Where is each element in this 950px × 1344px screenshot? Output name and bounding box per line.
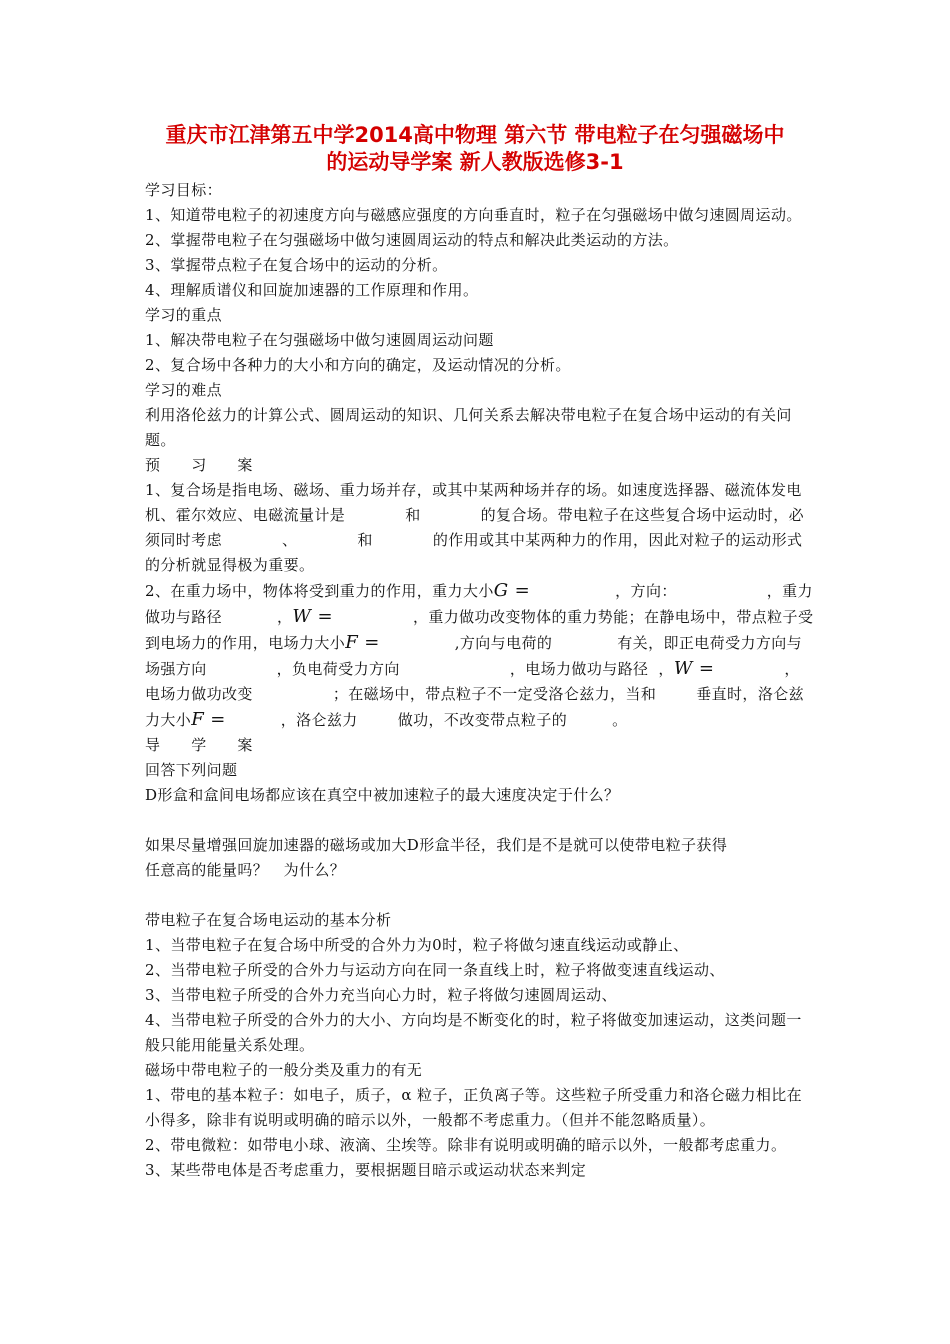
key-point-item: 1、解决带电粒子在匀强磁场中做匀速圆周运动问题 [145, 331, 494, 349]
preview-paragraph-1: 1、复合场是指电场、磁场、重力场并存，或其中某两种场并存的场。如速度选择器、磁流体发电机、霍尔效应、电磁流量计是 和 的复合场。带电粒子在这些复合场中运动时，必须同时考虑 、 和 的作用或其中某两种力的作用，因此对粒子的运动形式的分析就显得极为重要。 [145, 481, 805, 574]
guide-heading: 导 学 案 [145, 736, 253, 754]
analysis-item: 2、当带电粒子所受的合外力与运动方向在同一条直线上时，粒子将做变速直线运动、 [145, 961, 725, 979]
key-points-heading: 学习的重点 [145, 306, 223, 324]
guide-question-2-line-1: 如果尽量增强回旋加速器的磁场或加大D形盒半径，我们是不是就可以使带电粒子获得 [145, 836, 728, 854]
classification-item: 2、带电微粒：如带电小球、液滴、尘埃等。除非有说明或明确的暗示以外，一般都考虑重力。 [145, 1136, 787, 1154]
formula-electric-force: F = [345, 632, 380, 653]
formula-electric-work: W = [673, 658, 715, 679]
analysis-item: 3、当带电粒子所受的合外力充当向心力时，粒子将做匀速圆周运动、 [145, 986, 617, 1004]
objectives-heading: 学习目标： [145, 181, 223, 199]
guide-subheading: 回答下列问题 [145, 761, 238, 779]
preview-heading: 预 习 案 [145, 456, 253, 474]
difficulties-heading: 学习的难点 [145, 381, 223, 399]
analysis-item: 1、当带电粒子在复合场中所受的合外力为0时，粒子将做匀速直线运动或静止、 [145, 936, 689, 954]
key-point-item: 2、复合场中各种力的大小和方向的确定，及运动情况的分析。 [145, 356, 571, 374]
formula-lorentz-force: F = [191, 709, 226, 730]
formula-gravity-work: W = [292, 606, 333, 627]
objective-item: 1、知道带电粒子的初速度方向与磁感应强度的方向垂直时，粒子在匀强磁场中做匀速圆周运动。 [145, 206, 802, 224]
document-body [145, 178, 815, 1183]
title-line-1: 重庆市江津第五中学2014高中物理 第六节 带电粒子在匀强磁场中 [165, 123, 785, 147]
guide-question-2-line-2: 任意高的能量吗？ 为什么？ [145, 861, 346, 879]
objective-item: 3、掌握带点粒子在复合场中的运动的分析。 [145, 256, 448, 274]
preview-paragraph-2: 2、在重力场中，物体将受到重力的作用，重力大小G = ，方向： ，重力做功与路径 ，W = ，重力做功改变物体的重力势能；在静电场中，带点粒子受到电场力的作用，电场力大小F = ,方向与电荷的 有关，即正电荷受力方向与场强方向 ，负电荷受力方向 ，电场力做功与路径 ，W = ，电场力做功改变 ；在磁场中，带点粒子不一定受洛仑兹力，当和 垂直时，洛仑兹力大小F = ，洛仑兹力 做功，不改变带点粒子的 。 [145, 580, 814, 730]
objective-item: 2、掌握带电粒子在匀强磁场中做匀速圆周运动的特点和解决此类运动的方法。 [145, 231, 679, 249]
formula-gravity: G = [493, 580, 531, 601]
classification-item: 3、某些带电体是否考虑重力，要根据题目暗示或运动状态来判定 [145, 1161, 587, 1179]
document-title [120, 122, 830, 176]
title-line-2: 的运动导学案 新人教版选修3-1 [326, 150, 624, 174]
objective-item: 4、理解质谱仪和回旋加速器的工作原理和作用。 [145, 281, 479, 299]
classification-item: 1、带电的基本粒子：如电子，质子，α 粒子，正负离子等。这些粒子所受重力和洛仑磁力相比在小得多，除非有说明或明确的暗示以外，一般都不考虑重力。（但并不能忽略质量）。 [145, 1086, 803, 1129]
analysis-item: 4、当带电粒子所受的合外力的大小、方向均是不断变化的时，粒子将做变加速运动，这类问题一般只能用能量关系处理。 [145, 1011, 802, 1054]
analysis-heading: 带电粒子在复合场电运动的基本分析 [145, 911, 392, 929]
classification-heading: 磁场中带电粒子的一般分类及重力的有无 [145, 1061, 423, 1079]
difficulties-text: 利用洛伦兹力的计算公式、圆周运动的知识、几何关系去解决带电粒子在复合场中运动的有关问题。 [145, 406, 792, 449]
guide-question-1: D形盒和盒间电场都应该在真空中被加速粒子的最大速度决定于什么？ [145, 786, 620, 804]
